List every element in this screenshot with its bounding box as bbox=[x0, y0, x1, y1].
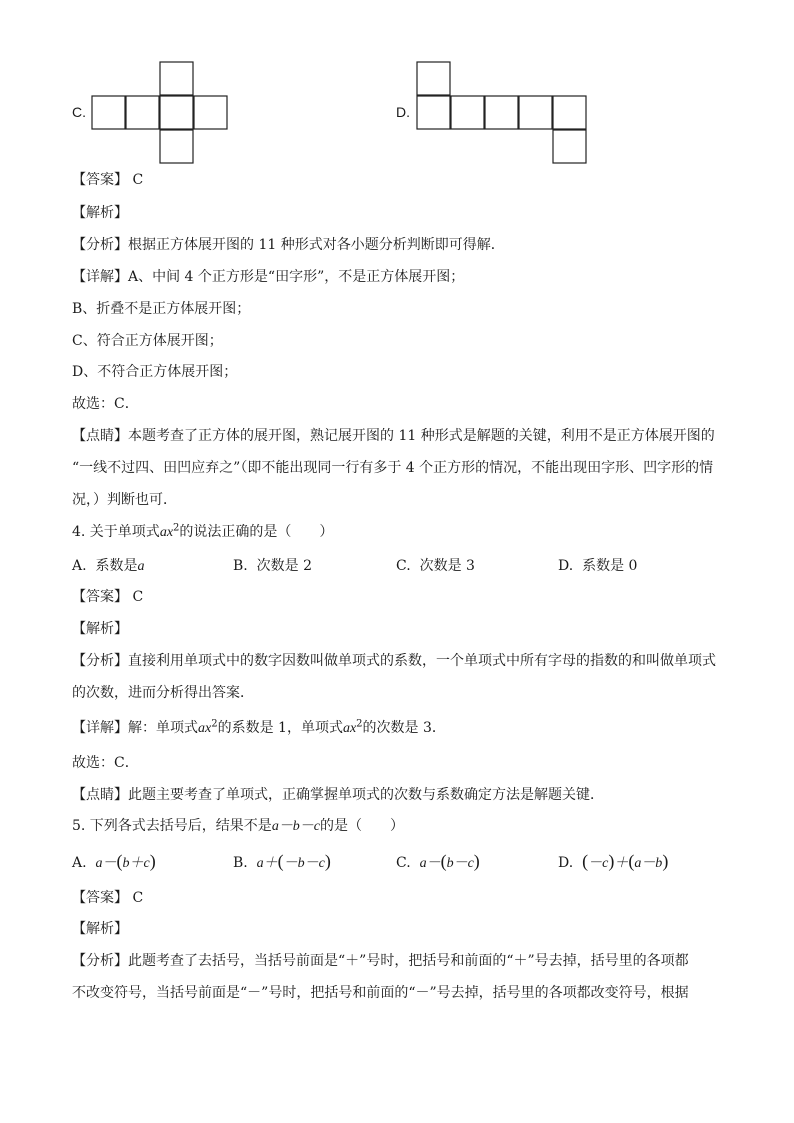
q5-option-d: D. (－c)＋(a－b) bbox=[558, 851, 669, 871]
q3-fenxi: 【分析】根据正方体展开图的 11 种形式对各小题分析判断即可得解． bbox=[72, 237, 505, 253]
q5-option-b: B. a＋(－b－c) bbox=[233, 851, 331, 871]
q3-choose: 故选：C． bbox=[72, 396, 139, 412]
q5-option-a: A. a－(b＋c) bbox=[72, 851, 156, 871]
q5-fenxi-2: 不改变符号，当括号前面是“－”号时，把括号和前面的“－”号去掉，括号里的各项都改变符号，根据 bbox=[72, 985, 689, 1001]
q3-dianjing-3: 况，）判断也可． bbox=[72, 492, 177, 508]
q4-answer: 【答案】 C bbox=[72, 589, 144, 605]
q3-line-b: B、折叠不是正方体展开图； bbox=[72, 301, 251, 317]
q3-dianjing-2: “一线不过四、田凹应弃之”（即不能出现同一行有多于 4 个正方形的情况，不能出现田字形、凹字形的情 bbox=[72, 460, 714, 476]
q4-fenxi-2: 的次数，进而分析得出答案． bbox=[72, 685, 254, 701]
q4-choose: 故选：C． bbox=[72, 755, 139, 771]
q5-answer: 【答案】 C bbox=[72, 890, 144, 906]
cube-net-d bbox=[417, 62, 587, 164]
q4-xiangjie: 【详解】解：单项式$ax^2$的系数是 1，单项式$ax^2$的次数是 3． bbox=[72, 718, 446, 736]
q3-analysis-heading: 【解析】 bbox=[72, 205, 128, 221]
q5-stem: 5. 下列各式去括号后，结果不是a－b－c的是（ ） bbox=[72, 818, 405, 834]
cube-net-c bbox=[92, 62, 228, 164]
q4-option-d: D. 系数是 0 bbox=[558, 558, 638, 574]
q4-dianjing: 【点睛】此题主要考查了单项式，正确掌握单项式的次数与系数确定方法是解题关键． bbox=[72, 787, 604, 803]
q5-fenxi-1: 【分析】此题考查了去括号，当括号前面是“＋”号时，把括号和前面的“＋”号去掉，括号里的各项都 bbox=[72, 953, 689, 969]
option-d-label: D. bbox=[396, 104, 410, 120]
q4-fenxi-1: 【分析】直接利用单项式中的数字因数叫做单项式的系数，一个单项式中所有字母的指数的和叫做单项式 bbox=[72, 653, 716, 669]
q4-option-a: A. 系数是a bbox=[72, 558, 145, 574]
q3-dianjing-1: 【点睛】本题考查了正方体的展开图，熟记展开图的 11 种形式是解题的关键，利用不是正方体展开图的 bbox=[72, 428, 715, 444]
q3-answer: 【答案】 C bbox=[72, 172, 144, 188]
option-c-label: C. bbox=[72, 104, 86, 120]
q3-line-c: C、符合正方体展开图； bbox=[72, 333, 223, 349]
q3-xiangjie: 【详解】A、中间 4 个正方形是“田字形”，不是正方体展开图； bbox=[72, 269, 465, 285]
q3-line-d: D、不符合正方体展开图； bbox=[72, 364, 238, 380]
q5-option-c: C. a－(b－c) bbox=[396, 851, 480, 871]
q4-stem: 4. 关于单项式$ax^2$的说法正确的是（ ） bbox=[72, 522, 334, 540]
q4-analysis-heading: 【解析】 bbox=[72, 621, 128, 637]
q4-option-b: B. 次数是 2 bbox=[233, 558, 313, 574]
q4-option-c: C. 次数是 3 bbox=[396, 558, 475, 574]
q5-analysis-heading: 【解析】 bbox=[72, 921, 128, 937]
